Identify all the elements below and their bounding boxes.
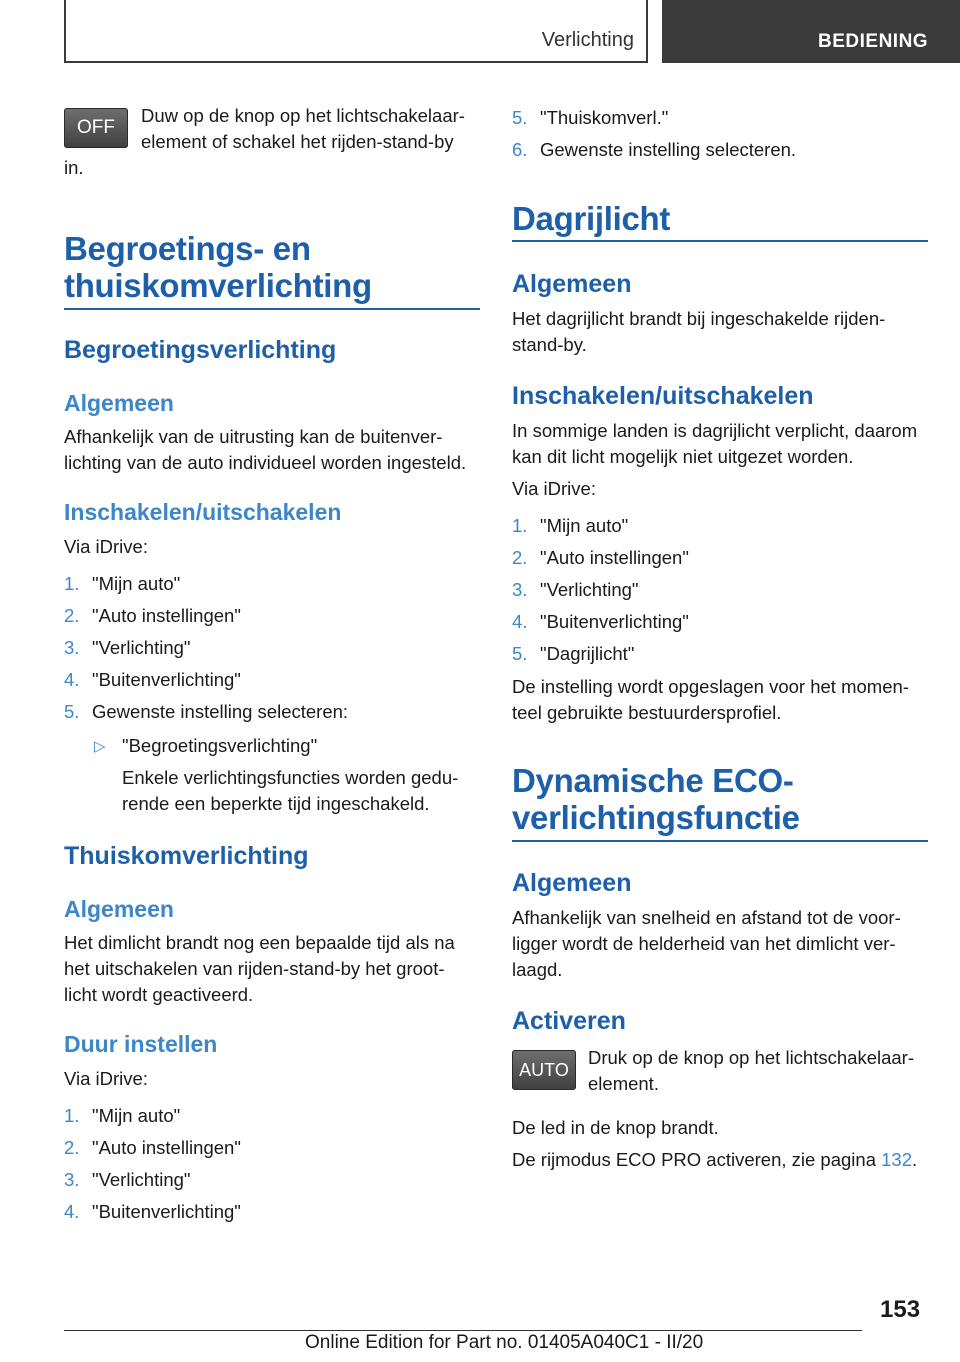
sub-note-line-1: Enkele verlichtingsfuncties worden gedu- — [122, 767, 459, 788]
list-item — [64, 1199, 480, 1225]
activate-text-line-2: element. — [588, 1073, 659, 1094]
list-item — [64, 667, 480, 693]
via-idrive-label-2: Via iDrive: — [64, 1068, 148, 1089]
list-item-number: 5. — [64, 701, 80, 722]
list-item — [512, 105, 928, 131]
list-item-text: "Auto instellingen" — [92, 605, 241, 626]
home-text-line-2: het uitschakelen van rijden-stand-by het groot- — [64, 958, 445, 979]
header-section-title: Verlichting — [541, 29, 634, 51]
heading-general-eco: Algemeen — [512, 869, 632, 897]
page-link-132[interactable]: 132 — [881, 1149, 912, 1170]
list-item-text: "Mijn auto" — [92, 573, 181, 594]
footer-rule — [64, 1330, 862, 1331]
list-item — [64, 1103, 480, 1129]
header-chapter-title: BEDIENING — [818, 31, 929, 52]
heading-welcome-home-2: thuiskomverlichting — [64, 267, 372, 304]
heading-general-drl: Algemeen — [512, 270, 632, 298]
drl-text-line-1: Het dagrijlicht brandt bij ingeschakelde rijden- — [512, 308, 886, 329]
list-item-text: "Mijn auto" — [540, 515, 629, 536]
saved-text-line-1: De instelling wordt opgeslagen voor het momen- — [512, 676, 909, 697]
list-item-number: 5. — [512, 107, 528, 128]
led-text: De led in de knop brandt. — [512, 1117, 719, 1138]
list-item — [512, 513, 928, 539]
heading-general-2: Algemeen — [64, 896, 174, 922]
sub-note-line-2: rende een beperkte tijd ingeschakeld. — [122, 793, 430, 814]
heading-duration: Duur instellen — [64, 1031, 218, 1057]
heading-general: Algemeen — [64, 390, 174, 416]
list-item — [512, 577, 928, 603]
switch-text-line-1: In sommige landen is dagrijlicht verplicht, daarom — [512, 420, 918, 441]
switch-text-line-2: kan dit licht mogelijk niet uitgezet worden. — [512, 446, 854, 467]
list-item-number: 4. — [64, 669, 80, 690]
auto-button-icon — [512, 1050, 576, 1090]
list-item — [512, 137, 928, 163]
list-item — [64, 603, 480, 629]
general-text-line-1: Afhankelijk van de uitrusting kan de buitenver- — [64, 426, 443, 447]
list-item-text: "Dagrijlicht" — [540, 643, 635, 664]
list-item-text: "Auto instellingen" — [540, 547, 689, 568]
list-item-text: "Buitenverlichting" — [92, 1201, 241, 1222]
list-item — [64, 571, 480, 597]
list-item-number: 3. — [512, 579, 528, 600]
eco-pro-reference-text: De rijmodus ECO PRO activeren, zie pagina — [512, 1149, 882, 1170]
eco-text-line-2: ligger wordt de helderheid van het dimlicht ver- — [512, 933, 896, 954]
list-item-text: "Verlichting" — [540, 579, 639, 600]
list-item-text: "Auto instellingen" — [92, 1137, 241, 1158]
eco-text-line-1: Afhankelijk van snelheid en afstand tot de voor- — [512, 907, 901, 928]
list-item — [64, 1167, 480, 1193]
header-section-tab — [64, 0, 648, 63]
sub-option-item: "Begroetingsverlichting" — [122, 735, 318, 756]
intro-line-2: element of schakel het rijden-stand-by — [141, 131, 454, 152]
list-item-text: "Buitenverlichting" — [92, 669, 241, 690]
eco-pro-reference-end: . — [912, 1149, 918, 1170]
list-item — [512, 641, 928, 667]
page-number: 153 — [880, 1296, 921, 1323]
activate-text-line-1: Druk op de knop op het lichtschakelaar- — [588, 1047, 914, 1068]
list-item-text: "Verlichting" — [92, 637, 191, 658]
footer-edition: Online Edition for Part no. 01405A040C1 - II/20 — [305, 1332, 704, 1353]
list-item-number: 1. — [64, 1105, 80, 1126]
via-idrive-label: Via iDrive: — [64, 536, 148, 557]
heading-welcome-home-1: Begroetings- en — [64, 230, 311, 267]
list-item — [64, 635, 480, 661]
list-item-number: 3. — [64, 637, 80, 658]
list-item-number: 5. — [512, 643, 528, 664]
home-text-line-3: licht wordt geactiveerd. — [64, 984, 254, 1005]
list-item-number: 2. — [512, 547, 528, 568]
general-text-line-2: lichting van de auto individueel worden ingesteld. — [64, 452, 467, 473]
heading-activate: Activeren — [512, 1007, 626, 1035]
list-item-number: 2. — [64, 1137, 80, 1158]
list-item — [512, 545, 928, 571]
list-item — [64, 1135, 480, 1161]
list-item-number: 3. — [64, 1169, 80, 1190]
list-item — [64, 699, 480, 725]
via-idrive-label-3: Via iDrive: — [512, 478, 596, 499]
heading-eco-light-2: verlichtingsfunctie — [512, 799, 800, 836]
drl-text-line-2: stand-by. — [512, 334, 587, 355]
home-text-line-1: Het dimlicht brandt nog een bepaalde tijd als na — [64, 932, 455, 953]
heading-switch-drl: Inschakelen/uitschakelen — [512, 382, 814, 410]
heading-home-light: Thuiskomverlichting — [64, 842, 309, 870]
auto-button-label: AUTO — [519, 1060, 569, 1080]
heading-switch: Inschakelen/uitschakelen — [64, 499, 342, 525]
list-item-text: "Mijn auto" — [92, 1105, 181, 1126]
off-button-icon — [64, 108, 128, 148]
heading-rule-3 — [512, 840, 928, 842]
heading-welcome-light: Begroetingsverlichting — [64, 336, 337, 364]
list-item-text: "Verlichting" — [92, 1169, 191, 1190]
heading-rule — [64, 308, 480, 310]
eco-pro-reference — [512, 1147, 917, 1173]
list-item-text: Gewenste instelling selecteren: — [92, 701, 349, 722]
saved-text-line-2: teel gebruikte bestuurdersprofiel. — [512, 702, 782, 723]
heading-daytime-running-light: Dagrijlicht — [512, 200, 671, 237]
list-item — [512, 609, 928, 635]
list-item-number: 1. — [64, 573, 80, 594]
heading-eco-light-1: Dynamische ECO- — [512, 762, 794, 799]
intro-line-3: in. — [64, 157, 84, 178]
list-item-text: "Thuiskomverl." — [540, 107, 669, 128]
heading-rule-2 — [512, 240, 928, 242]
list-item-number: 1. — [512, 515, 528, 536]
eco-text-line-3: laagd. — [512, 959, 563, 980]
list-item-number: 2. — [64, 605, 80, 626]
list-item-number: 6. — [512, 139, 528, 160]
triangle-bullet-icon: ▷ — [94, 738, 106, 755]
header-chapter-tab — [662, 0, 960, 63]
list-item-number: 4. — [512, 611, 528, 632]
list-item-text: "Buitenverlichting" — [540, 611, 689, 632]
intro-line-1: Duw op de knop op het lichtschakelaar- — [141, 105, 465, 126]
list-item-text: Gewenste instelling selecteren. — [540, 139, 797, 160]
list-item-number: 4. — [64, 1201, 80, 1222]
off-button-label: OFF — [77, 117, 115, 138]
